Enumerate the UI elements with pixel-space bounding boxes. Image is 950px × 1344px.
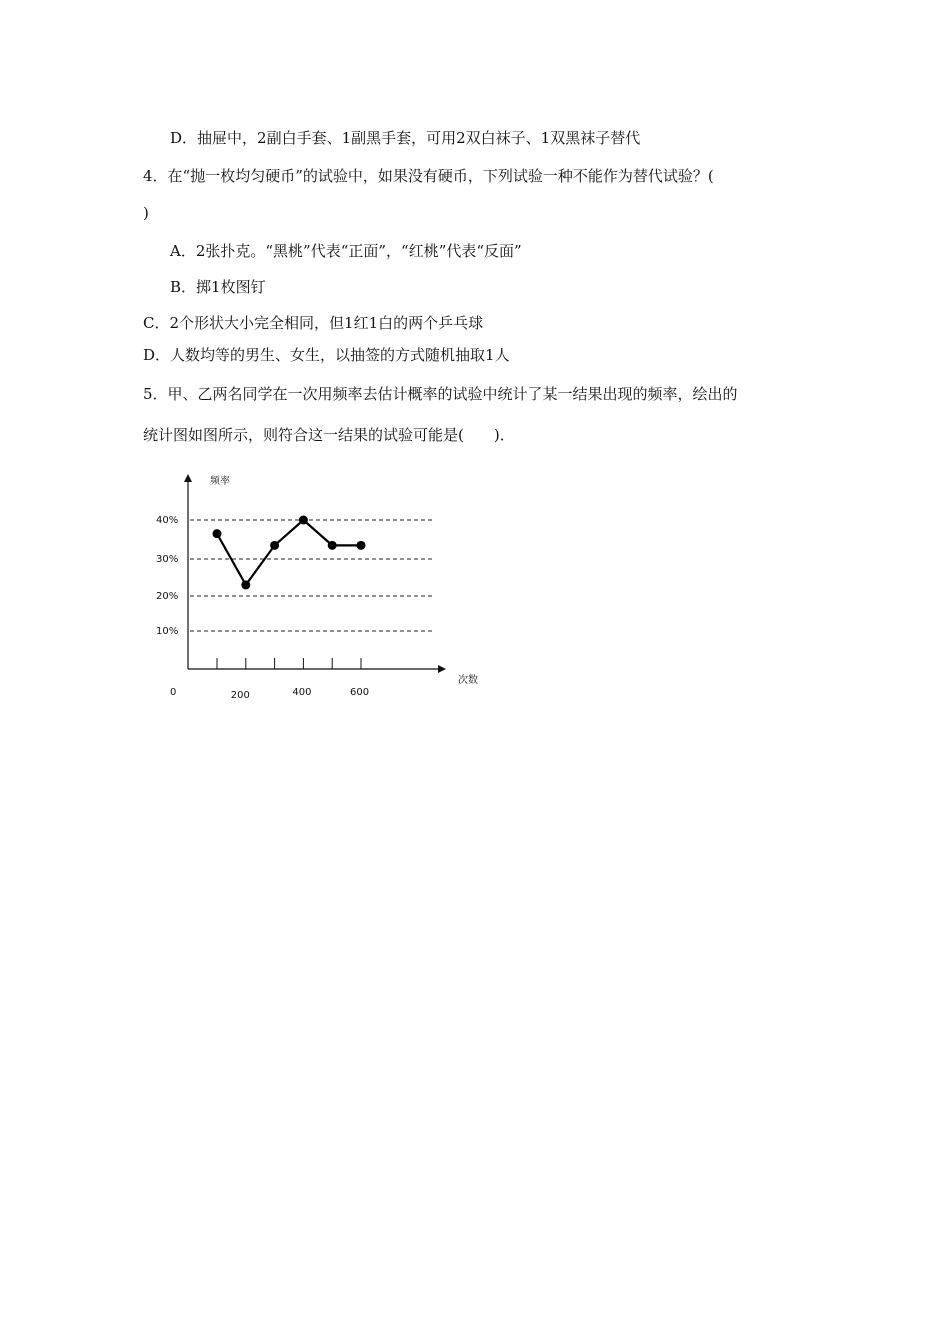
series-frequency [213,516,366,590]
data-point-100 [213,529,222,538]
y-tick-label-30: 30% [156,554,179,565]
data-point-400 [299,516,308,525]
data-point-600 [357,541,366,550]
option-d-q4: D．人数均等的男生、女生，以抽签的方式随机抽取1人 [143,346,510,364]
x-ticks [217,658,361,669]
axes [184,474,446,673]
origin-label: 0 [170,687,177,698]
data-point-300 [270,541,279,550]
option-d-q3: D．抽屉中，2副白手套、1副黑手套，可用2双白袜子、1双黑袜子替代 [170,129,641,147]
question-5-stem-cont: 统计图如图所示，则符合这一结果的试验可能是( )． [143,426,515,444]
option-b-q4: B．掷1枚图钉 [170,278,266,296]
y-tick-label-20: 20% [156,591,179,602]
x-axis-label: 次数 [458,675,478,686]
series-line [217,520,361,585]
question-4-stem: 4．在“抛一枚均匀硬币”的试验中，如果没有硬币，下列试验一种不能作为替代试验？( [143,167,714,185]
frequency-line-chart [140,462,500,712]
y-tick-label-10: 10% [156,626,179,637]
data-point-200 [241,580,250,589]
option-a-q4: A．2张扑克。“黑桃”代表“正面”，“红桃”代表“反面” [170,242,522,260]
grid-lines [190,520,432,631]
x-tick-label-600: 600 [350,687,370,698]
question-5-stem: 5．甲、乙两名同学在一次用频率去估计概率的试验中统计了某一结果出现的频率，绘出的 [143,385,738,403]
x-tick-label-400: 400 [292,687,312,698]
x-axis-arrow [438,665,446,673]
option-c-q4: C．2个形状大小完全相同，但1红1白的两个乒乓球 [143,314,484,332]
x-tick-label-200: 200 [230,690,250,701]
data-point-500 [328,541,337,550]
y-axis-arrow [184,474,192,482]
y-axis-label: 频率 [210,476,230,487]
question-4-stem-end: ) [143,204,149,222]
y-tick-label-40: 40% [156,515,179,526]
